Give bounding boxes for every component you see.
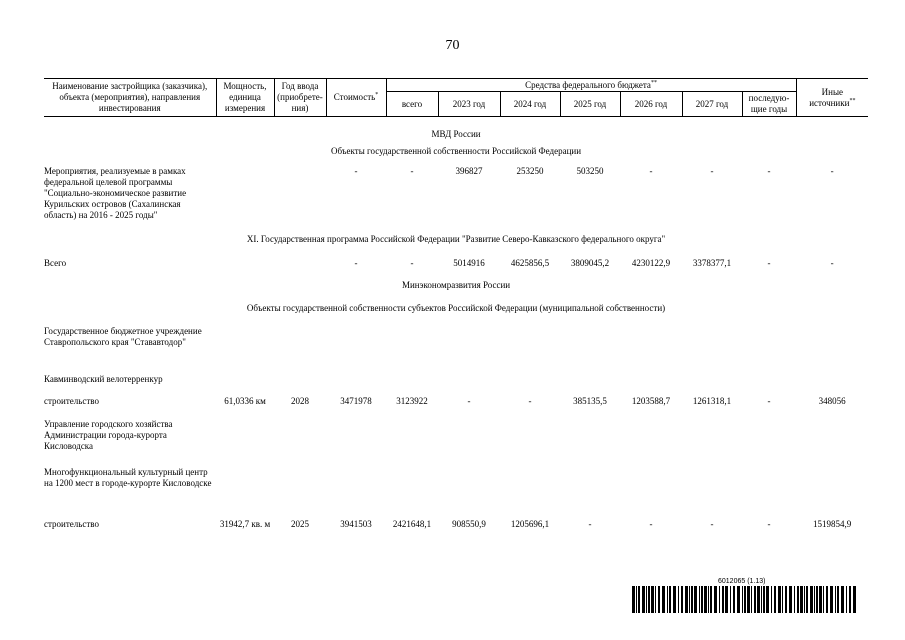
section-row (44, 146, 868, 166)
row-name: строительство (44, 395, 99, 406)
cell: 908550,9 (452, 518, 486, 529)
cell (326, 326, 386, 374)
cell (560, 374, 620, 396)
cell (438, 326, 500, 374)
cell: - (354, 257, 358, 268)
cell: 31942,7 кв. м (219, 518, 271, 529)
table-row (44, 396, 868, 419)
header-sub-1: 2023 год (438, 92, 500, 117)
header-capacity: Мощность, единица измерения (216, 79, 274, 117)
cell (796, 326, 868, 374)
section-row (44, 280, 868, 303)
cell (386, 374, 438, 396)
cell: 253250 (516, 165, 544, 176)
cell (796, 374, 868, 396)
cell: 3471978 (340, 395, 372, 406)
cell: 2421648,1 (392, 518, 432, 529)
section-row (44, 129, 868, 146)
cell (326, 419, 386, 467)
cell: - (588, 518, 592, 529)
cell: - (649, 518, 653, 529)
section-title: Объекты государственной собственности субъектов Российской Федерации (муниципальной собственности) (246, 302, 666, 313)
header-federal-budget: Средства федерального бюджета** (386, 79, 796, 92)
row-name: Кавминводский велотерренкур (44, 373, 163, 384)
cell: 5014916 (453, 257, 485, 268)
header-sub-4: 2026 год (620, 92, 682, 117)
cell: 4625856,5 (510, 257, 550, 268)
table-row (44, 258, 868, 280)
cell (274, 467, 326, 519)
header-year: Год ввода (приобрете-ния) (274, 79, 326, 117)
section-title: XI. Государственная программа Российской Федерации "Развитие Северо-Кавказского федерального округа" (246, 233, 666, 244)
header-sub-6: последую-щие годы (742, 92, 796, 117)
cell (274, 326, 326, 374)
cell (682, 419, 742, 467)
cell: - (767, 395, 771, 406)
cell: 3378377,1 (692, 257, 732, 268)
cell: - (528, 395, 532, 406)
cell: 385135,5 (573, 395, 607, 406)
cell (438, 467, 500, 519)
section-row (44, 303, 868, 326)
cell: 2025 (291, 518, 309, 529)
cell (216, 374, 274, 396)
cell (386, 326, 438, 374)
cell (682, 326, 742, 374)
cell: - (410, 257, 414, 268)
cell (796, 419, 868, 467)
header-cost: Стоимость* (326, 79, 386, 117)
cell (796, 467, 868, 519)
cell: - (410, 165, 414, 176)
cell (620, 467, 682, 519)
cell (216, 326, 274, 374)
cell: - (830, 165, 834, 176)
row-name: строительство (44, 518, 99, 529)
cell: 3941503 (340, 518, 372, 529)
header-sub-3: 2025 год (560, 92, 620, 117)
cell (274, 419, 326, 467)
section-row (44, 234, 868, 258)
cell (500, 326, 560, 374)
cell: - (830, 257, 834, 268)
cell (742, 419, 796, 467)
table-row (44, 467, 868, 519)
cell (438, 419, 500, 467)
row-name: Всего (44, 257, 67, 268)
cell (386, 419, 438, 467)
cell (216, 467, 274, 519)
cell (438, 374, 500, 396)
cell (216, 166, 274, 234)
cell (620, 419, 682, 467)
cell: 1205696,1 (510, 518, 550, 529)
cell (620, 326, 682, 374)
table-row (44, 374, 868, 396)
table-row (44, 519, 868, 543)
cell: 348056 (818, 395, 846, 406)
table-header (44, 79, 868, 117)
page-number: 70 (445, 38, 460, 53)
header-other-sources: Иные источники** (796, 79, 868, 117)
section-title: Минэкономразвития России (401, 279, 511, 290)
table-body (44, 117, 868, 543)
cell: 1203588,7 (631, 395, 671, 406)
cell (620, 374, 682, 396)
header-sub-5: 2027 год (682, 92, 742, 117)
cell: 1519854,9 (812, 518, 852, 529)
row-name: Управление городского хозяйства Администрации города-курорта Кисловодска (44, 418, 173, 451)
cell (742, 326, 796, 374)
cell (560, 326, 620, 374)
cell (500, 374, 560, 396)
cell (216, 258, 274, 280)
header-sub-2: 2024 год (500, 92, 560, 117)
cell (274, 166, 326, 234)
cell (500, 467, 560, 519)
barcode-number: 6012065 (1.13) (718, 578, 766, 585)
cell (326, 467, 386, 519)
cell (500, 419, 560, 467)
row-name: Многофункциональный культурный центр на 1200 мест в городе-курорте Кисловодске (44, 466, 212, 488)
cell: 3123922 (396, 395, 428, 406)
cell (742, 467, 796, 519)
cell (326, 374, 386, 396)
cell (742, 374, 796, 396)
cell: - (767, 518, 771, 529)
cell: - (767, 257, 771, 268)
cell: - (354, 165, 358, 176)
cell (386, 467, 438, 519)
cell: - (649, 165, 653, 176)
cell: - (467, 395, 471, 406)
header-sub-0: всего (386, 92, 438, 117)
row-name: Государственное бюджетное учреждение Ставропольского края "Стававтодор" (44, 325, 202, 347)
cell (274, 374, 326, 396)
cell (560, 467, 620, 519)
cell (682, 374, 742, 396)
cell: 2028 (291, 395, 309, 406)
cell: - (767, 165, 771, 176)
budget-table (44, 78, 868, 543)
cell: 4230122,9 (631, 257, 671, 268)
table-row (44, 419, 868, 467)
cell: - (710, 518, 714, 529)
row-name: Мероприятия, реализуемые в рамках федеральной целевой программы "Социально-экономическое развитие Курильских островов (Сахалинская область) на 2016 - 2025 годы" (44, 165, 187, 220)
section-title: МВД России (431, 128, 481, 139)
cell: 1261318,1 (692, 395, 732, 406)
cell (274, 258, 326, 280)
header-name: Наименование застройщика (заказчика), объекта (мероприятия), направления инвестирования (44, 79, 216, 117)
cell: - (710, 165, 714, 176)
cell: 61,0336 км (224, 395, 266, 406)
cell (560, 419, 620, 467)
table-row (44, 166, 868, 234)
cell: 503250 (576, 165, 604, 176)
cell: 3809045,2 (570, 257, 610, 268)
table-row (44, 326, 868, 374)
section-title: Объекты государственной собственности Российской Федерации (331, 145, 582, 156)
cell (682, 467, 742, 519)
cell (216, 419, 274, 467)
cell: 396827 (455, 165, 483, 176)
barcode (632, 586, 858, 613)
